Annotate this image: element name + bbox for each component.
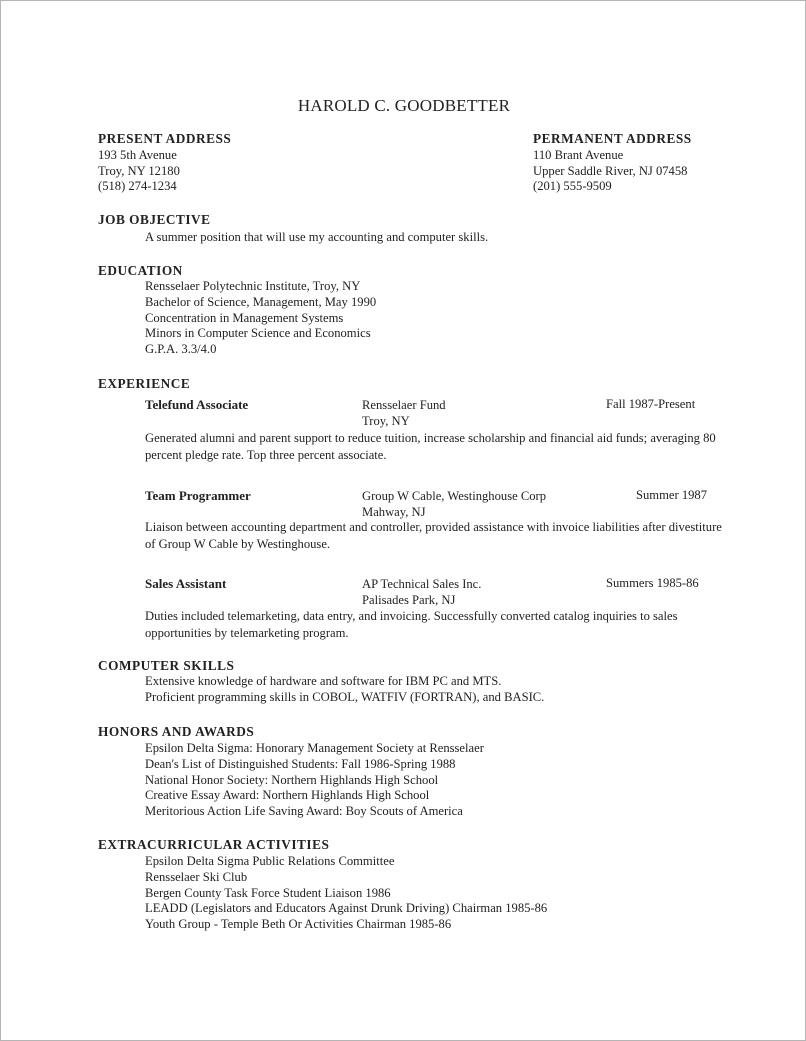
education-line: Minors in Computer Science and Economics — [145, 326, 371, 341]
job-title: Team Programmer — [145, 488, 251, 503]
honors-list — [145, 741, 484, 820]
job-description: Generated alumni and parent support to reduce tuition, increase scholarship and financial aid funds; averaging 80 percent pledge rate. Top three percent associate. — [145, 431, 716, 462]
job-location: Troy, NY — [362, 414, 410, 428]
permanent-address-heading: PERMANENT ADDRESS — [533, 131, 692, 146]
education-heading: EDUCATION — [98, 263, 183, 278]
present-address — [98, 131, 231, 195]
activity-line: Bergen County Task Force Student Liaison 1986 — [145, 885, 391, 900]
education-line: Bachelor of Science, Management, May 1990 — [145, 294, 377, 309]
job-date: Summer 1987 — [636, 488, 708, 502]
job-org-name: AP Technical Sales Inc. — [362, 577, 482, 591]
honors-heading: HONORS AND AWARDS — [98, 724, 255, 739]
computer-skill-line: Extensive knowledge of hardware and software for IBM PC and MTS. — [145, 674, 502, 688]
activities-list — [145, 854, 547, 933]
job-org-name: Rensselaer Fund — [362, 398, 446, 412]
computer-skill-line: Proficient programming skills in COBOL, WATFIV (FORTRAN), and BASIC. — [145, 689, 545, 704]
job-objective-text: A summer position that will use my accounting and computer skills. — [145, 230, 489, 244]
job-title: Sales Assistant — [145, 576, 227, 591]
permanent-address-line: (201) 555-9509 — [533, 179, 612, 193]
resume-name: HAROLD C. GOODBETTER — [297, 96, 511, 115]
honor-line: National Honor Society: Northern Highlands High School — [145, 772, 439, 787]
honor-line: Dean's List of Distinguished Students: Fall 1986-Spring 1988 — [145, 756, 456, 771]
job-description: Liaison between accounting department and controller, provided assistance with invoice liabilities after divestiture of Group W Cable by Westinghouse. — [145, 520, 722, 551]
activity-line: Rensselaer Ski Club — [145, 869, 248, 884]
education-line: Rensselaer Polytechnic Institute, Troy, NY — [145, 279, 361, 293]
permanent-address-line: 110 Brant Avenue — [533, 148, 624, 162]
activity-line: Youth Group - Temple Beth Or Activities Chairman 1985-86 — [145, 917, 452, 932]
experience-heading: EXPERIENCE — [98, 376, 191, 391]
honor-line: Creative Essay Award: Northern Highlands High School — [145, 788, 430, 803]
computer-skills-list — [145, 674, 544, 706]
present-address-heading: PRESENT ADDRESS — [98, 131, 232, 146]
permanent-address — [533, 131, 692, 195]
present-address-line: (518) 274-1234 — [98, 179, 177, 193]
activity-line: LEADD (Legislators and Educators Against Drunk Driving) Chairman 1985-86 — [145, 901, 548, 916]
present-address-line: Troy, NY 12180 — [98, 163, 180, 178]
job-description: Duties included telemarketing, data entry, and invoicing. Successfully converted catalog inquiries to sales opportunities by telemarketing program. — [145, 609, 678, 640]
job-objective-heading: JOB OBJECTIVE — [98, 212, 211, 227]
computer-skills-heading: COMPUTER SKILLS — [98, 658, 235, 673]
activities-heading: EXTRACURRICULAR ACTIVITIES — [98, 837, 330, 852]
job-title: Telefund Associate — [145, 397, 249, 412]
job-org — [362, 488, 546, 520]
job-date: Fall 1987-Present — [606, 397, 696, 411]
job-location: Palisades Park, NJ — [362, 593, 456, 607]
job-location: Mahway, NJ — [362, 505, 426, 519]
education-line: G.P.A. 3.3/4.0 — [145, 342, 217, 357]
job-org — [362, 576, 481, 608]
honor-line: Meritorious Action Life Saving Award: Boy Scouts of America — [145, 804, 463, 819]
activity-line: Epsilon Delta Sigma Public Relations Committee — [145, 854, 395, 868]
permanent-address-line: Upper Saddle River, NJ 07458 — [533, 163, 688, 178]
education-list — [145, 279, 376, 358]
honor-line: Epsilon Delta Sigma: Honorary Management Society at Rensselaer — [145, 741, 484, 755]
job-org-name: Group W Cable, Westinghouse Corp — [362, 489, 547, 503]
education-line: Concentration in Management Systems — [145, 310, 344, 325]
job-org — [362, 397, 446, 429]
job-date: Summers 1985-86 — [606, 576, 699, 590]
present-address-line: 193 5th Avenue — [98, 148, 177, 162]
